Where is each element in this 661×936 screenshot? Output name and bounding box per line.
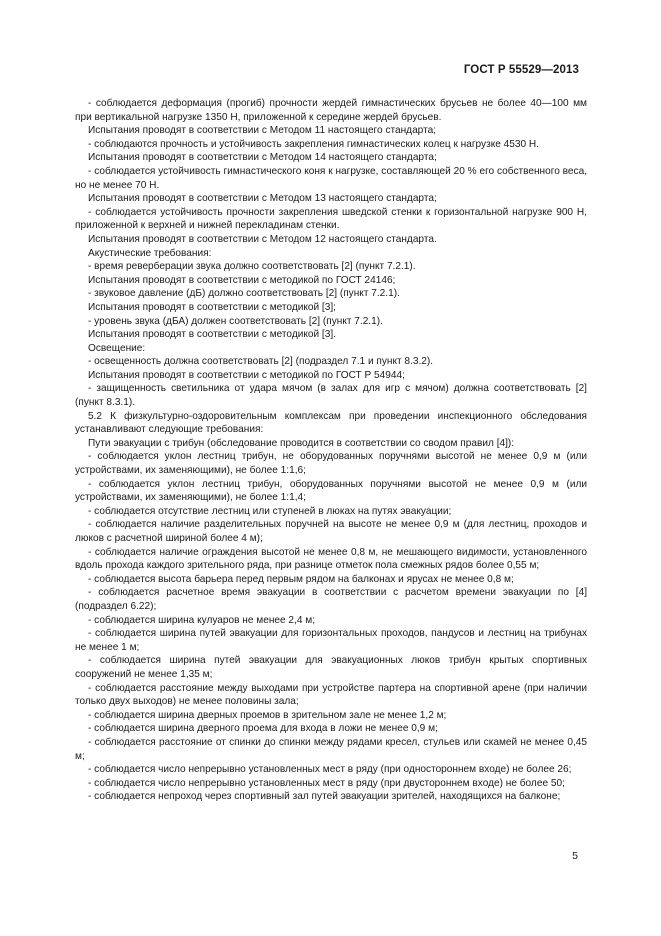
paragraph: - соблюдается деформация (прогиб) прочности жердей гимнастических брусьев не более 40—100 мм при вертикальной нагрузке 1350 Н, приложенной к середине жердей брусьев.: [75, 98, 587, 123]
paragraph: - соблюдается наличие разделительных поручней на высоте не менее 0,9 м (для лестниц, проходов и люков с расчетной шириной более 4 м);: [75, 519, 587, 544]
paragraph: - соблюдается устойчивость прочности закрепления шведской стенки к горизонтальной нагрузке 900 Н, приложенной к верхней и нижней перекладинам стенки.: [75, 206, 587, 232]
paragraph: - соблюдается отсутствие лестниц или ступеней в люках на путях эвакуации;: [88, 505, 452, 517]
paragraph: - соблюдается число непрерывно установленных мест в ряду (при одностороннем входе) не более 26;: [88, 764, 572, 776]
document-body: [75, 97, 587, 804]
paragraph: - соблюдается расстояние от спинки до спинки между рядами кресел, стульев или скамей не менее 0,45 м;: [75, 736, 587, 762]
paragraph: Испытания проводят в соответствии с методикой по ГОСТ Р 54944;: [88, 369, 405, 381]
document-header-standard-code: ГОСТ Р 55529—2013: [463, 64, 579, 76]
paragraph: Испытания проводят в соответствии с методикой по ГОСТ 24146;: [88, 274, 396, 286]
paragraph: - соблюдается ширина кулуаров не менее 2,4 м;: [88, 614, 316, 626]
paragraph: - звуковое давление (дБ) должно соответствовать [2] (пункт 7.2.1).: [88, 288, 400, 300]
paragraph: - соблюдается расчетное время эвакуации в соответствии с расчетом времени эвакуации по [4] (подраздел 6.22);: [75, 587, 587, 612]
paragraph: - соблюдаются прочность и устойчивость закрепления гимнастических колец к нагрузке 4530 Н.: [88, 138, 540, 150]
paragraph: - защищенность светильника от удара мячом (в залах для игр с мячом) должна соответствовать [2] (пункт 8.3.1).: [75, 383, 587, 409]
paragraph: - соблюдается устойчивость гимнастического коня к нагрузке, составляющей 20 % его собственного веса, но не менее 70 Н.: [75, 165, 587, 191]
paragraph: - соблюдается наличие ограждения высотой не менее 0,8 м, не мешающего видимости, установленного вдоль прохода каждого зрительного ряда, при разнице отметок пола смежных рядов более 0,55 м;: [75, 546, 587, 572]
paragraph: Пути эвакуации с трибун (обследование проводится в соответствии со сводом правил [4]):: [88, 437, 515, 449]
paragraph: Акустические требования:: [88, 247, 212, 259]
paragraph: Испытания проводят в соответствии с методикой [3];: [88, 301, 336, 313]
paragraph: Освещение:: [88, 342, 146, 354]
paragraph: - соблюдается высота барьера перед первым рядом на балконах и ярусах не менее 0,8 м;: [88, 573, 514, 585]
paragraph: - соблюдается ширина путей эвакуации для эвакуационных люков трибун крытых спортивных сооружений не менее 1,35 м;: [75, 655, 587, 680]
paragraph: - освещенность должна соответствовать [2] (подраздел 7.1 и пункт 8.3.2).: [88, 356, 434, 368]
paragraph: - соблюдается непроход через спортивный зал путей эвакуации зрителей, находящихся на балконе;: [88, 791, 561, 803]
page-number: 5: [572, 850, 578, 862]
paragraph: Испытания проводят в соответствии с Методом 11 настоящего стандарта;: [88, 125, 437, 137]
paragraph: Испытания проводят в соответствии с Методом 13 настоящего стандарта;: [88, 193, 437, 205]
paragraph: - соблюдается ширина путей эвакуации для горизонтальных проходов, пандусов и лестниц на трибунах не менее 1 м;: [75, 628, 587, 653]
paragraph: - соблюдается число непрерывно установленных мест в ряду (при двустороннем входе) не более 50;: [88, 777, 565, 789]
paragraph: - соблюдается уклон лестниц трибун, оборудованных поручнями высотой не менее 0,9 м (или устройствами, их заменяющими), не более 1:1,4;: [75, 478, 587, 504]
paragraph: - соблюдается ширина дверных проемов в зрительном зале не менее 1,2 м;: [88, 709, 447, 721]
section-paragraph: 5.2 К физкультурно-оздоровительным комплексам при проведении инспекционного обследования устанавливают следующие требования:: [75, 410, 587, 436]
paragraph: Испытания проводят в соответствии с Методом 12 настоящего стандарта.: [88, 233, 437, 245]
paragraph: - соблюдается ширина дверного проема для входа в ложи не менее 0,9 м;: [88, 723, 438, 735]
paragraph: Испытания проводят в соответствии с методикой [3].: [88, 329, 336, 341]
paragraph: - время реверберации звука должно соответствовать [2] (пункт 7.2.1).: [88, 261, 416, 273]
paragraph: - соблюдается расстояние между выходами при устройстве партера на спортивной арене (при наличии только двух выходов) не менее половины зала;: [75, 682, 587, 708]
paragraph: - уровень звука (дБА) должен соответствовать [2] (пункт 7.2.1).: [88, 315, 383, 327]
paragraph: - соблюдается уклон лестниц трибун, не оборудованных поручнями высотой не менее 0,9 м (или устройствами, их заменяющими), не более 1:1,6;: [75, 451, 587, 477]
paragraph: Испытания проводят в соответствии с Методом 14 настоящего стандарта;: [88, 152, 437, 164]
